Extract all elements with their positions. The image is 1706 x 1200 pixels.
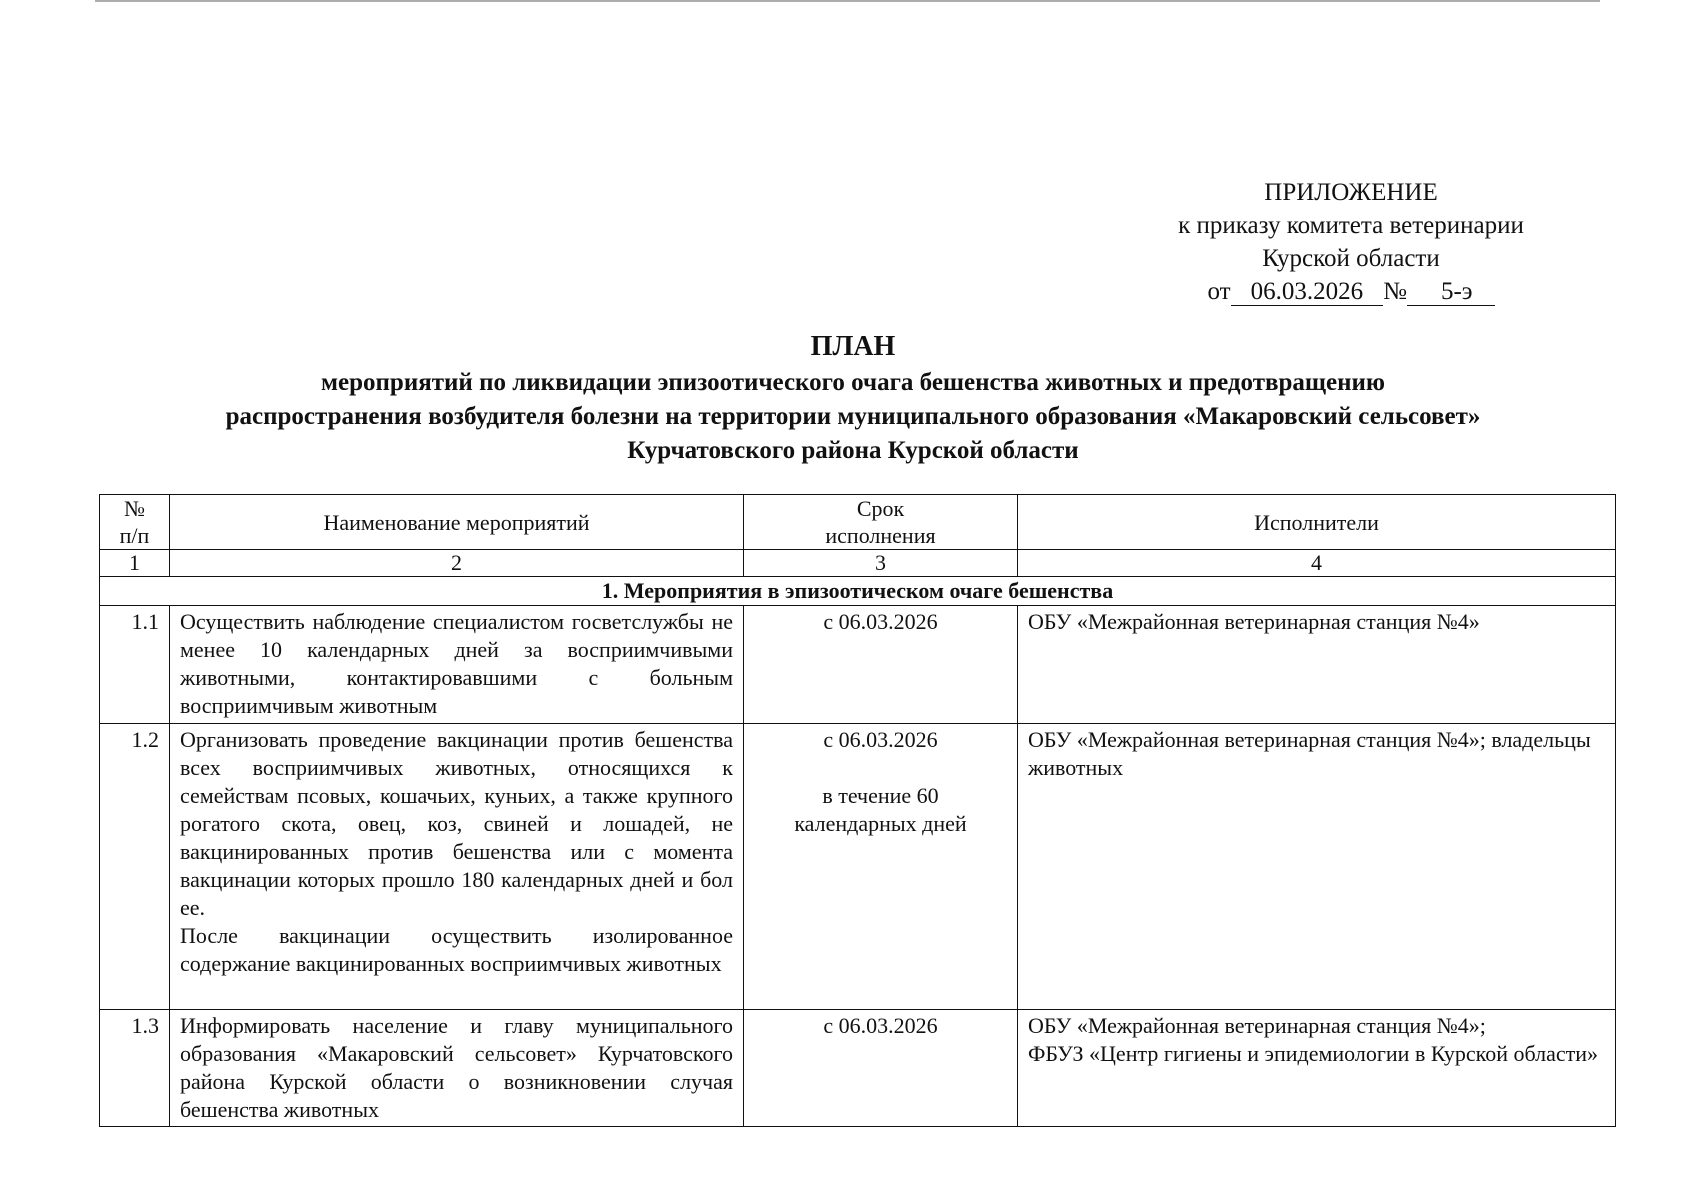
- table-row: [100, 606, 1616, 724]
- section-title: 1. Мероприятия в эпизоотическом очаге бешенства: [100, 577, 1616, 606]
- plan-title: ПЛАН: [810, 331, 896, 362]
- date-prefix: от: [1207, 278, 1231, 305]
- table-header-row: [100, 495, 1616, 550]
- order-number: 5-э: [1407, 279, 1495, 306]
- column-number: 1: [100, 550, 170, 577]
- row-number: 1.1: [100, 606, 170, 724]
- plan-subtitle-line-1: мероприятий по ликвидации эпизоотического очага бешенства животных и предотвращению: [320, 369, 1385, 396]
- term-line: в течение 60: [822, 783, 939, 808]
- header-number-line-2: п/п: [119, 523, 150, 548]
- scan-edge-line: [95, 0, 1600, 2]
- row-term: [744, 606, 1018, 724]
- row-executors: ОБУ «Межрайонная ветеринарная станция №4»; владельцы животных: [1018, 724, 1616, 1010]
- header-number: [100, 495, 170, 550]
- header-term: [744, 495, 1018, 550]
- appendix-title: ПРИЛОЖЕНИЕ: [1264, 179, 1438, 206]
- appendix-line-order: к приказу комитета ветеринарии: [1178, 212, 1524, 239]
- table-row: [100, 724, 1616, 1010]
- row-measure: Осуществить наблюдение специалистом госветслужбы не менее 10 календарных дней за восприимчивыми животными, контактировавшими с больным восприимчивым животным: [170, 606, 744, 724]
- row-executor-1: ОБУ «Межрайонная ветеринарная станция №4»;: [1028, 1013, 1486, 1038]
- row-term: [744, 1010, 1018, 1127]
- plan-subtitle-line-3: Курчатовского района Курской области: [627, 437, 1079, 464]
- row-number: 1.2: [100, 724, 170, 1010]
- order-date: 06.03.2026: [1231, 279, 1384, 306]
- column-number-row: [100, 550, 1616, 577]
- header-term-line-1: Срок: [856, 496, 905, 521]
- row-measure-extra: После вакцинации осуществить изолированное содержание вакцинированных восприимчивых животных: [180, 923, 733, 976]
- number-prefix: №: [1383, 278, 1407, 305]
- term-line: с 06.03.2026: [823, 727, 938, 752]
- appendix-block: [1131, 176, 1571, 308]
- header-name: Наименование мероприятий: [170, 495, 744, 550]
- column-number: 2: [170, 550, 744, 577]
- plan-subtitle: [130, 366, 1576, 468]
- column-number: 4: [1018, 550, 1616, 577]
- row-executors: ОБУ «Межрайонная ветеринарная станция №4»: [1018, 606, 1616, 724]
- table-row: [100, 1010, 1616, 1127]
- term-line: календарных дней: [794, 811, 967, 836]
- section-row: [100, 577, 1616, 606]
- appendix-line-region: Курской области: [1262, 245, 1440, 272]
- term-line-spacer: [754, 754, 1007, 782]
- appendix-date-line: [1131, 275, 1571, 308]
- row-measure-main: Организовать проведение вакцинации против бешенства всех восприимчивых животных, относящихся к семействам псовых, кошачьих, куньих, а также крупного рогатого скота, овец, коз, свиней и лошадей, не вакцинированных против бешенства или с момента вакцинации которых прошло 180 календарных дней и бол ее.: [180, 727, 733, 920]
- header-term-line-2: исполнения: [825, 523, 936, 548]
- column-number: 3: [744, 550, 1018, 577]
- header-executors: Исполнители: [1018, 495, 1616, 550]
- row-measure: Информировать население и главу муниципального образования «Макаровский сельсовет» Курчатовского района Курской области о возникновении случая бешенства животных: [170, 1010, 744, 1127]
- term-line: с 06.03.2026: [823, 609, 938, 634]
- header-number-line-1: №: [124, 496, 145, 521]
- row-term: [744, 724, 1018, 1010]
- row-executor-2: ФБУЗ «Центр гигиены и эпидемиологии в Курской области»: [1028, 1041, 1599, 1066]
- plan-table: [99, 494, 1616, 1127]
- term-line: с 06.03.2026: [823, 1013, 938, 1038]
- plan-subtitle-line-2: распространения возбудителя болезни на территории муниципального образования «Макаровский сельсовет»: [225, 403, 1481, 430]
- row-measure: [170, 724, 744, 1010]
- row-number: 1.3: [100, 1010, 170, 1127]
- row-executors: [1018, 1010, 1616, 1127]
